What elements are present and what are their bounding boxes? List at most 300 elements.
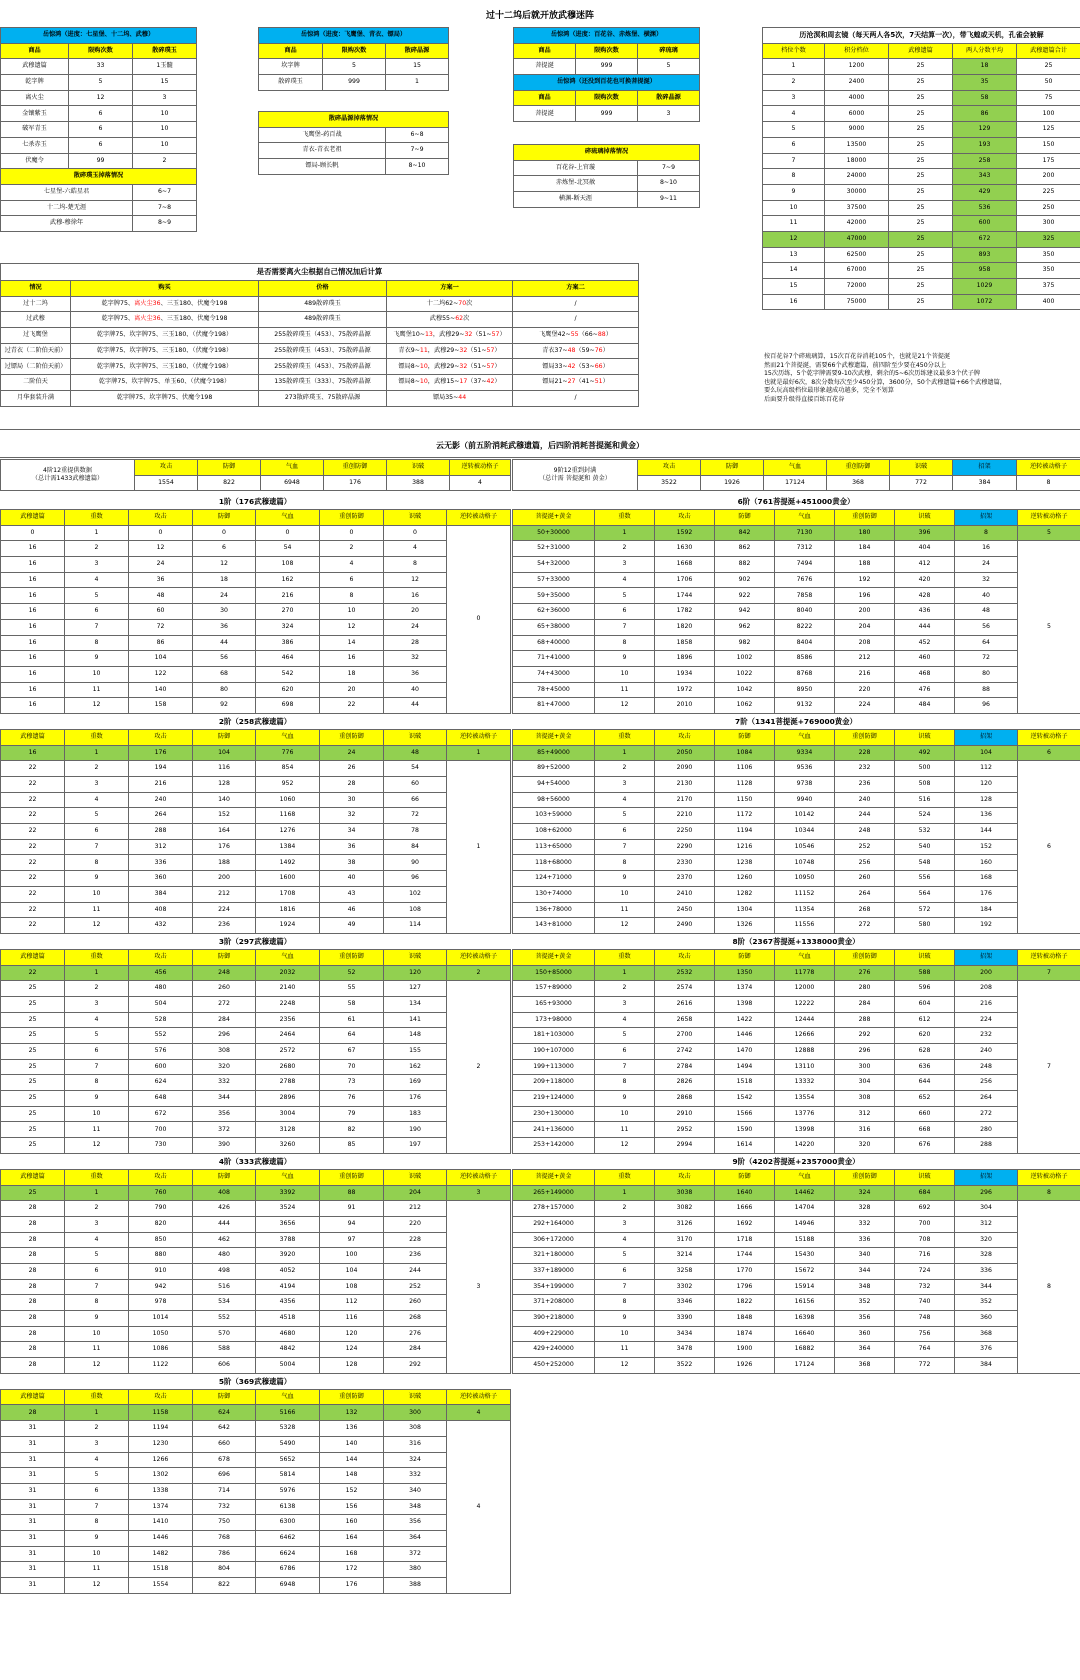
column-header: 重创防御	[320, 729, 384, 745]
slot-cell: 7	[1018, 965, 1080, 981]
table-cell: 3082	[655, 1201, 715, 1217]
table-cell: 364	[384, 1530, 447, 1546]
table-cell	[513, 375, 639, 391]
table-cell: 14220	[775, 1138, 835, 1154]
tier-row	[1, 1122, 511, 1138]
table-cell: 伏魔令	[1, 153, 69, 169]
table-cell: 6	[65, 1483, 129, 1499]
table-cell: 3128	[256, 1122, 320, 1138]
table-cell: 7	[65, 1059, 129, 1075]
drop-amount: 8~9	[133, 216, 197, 232]
table-cell: 102	[384, 886, 447, 902]
column-header: 两人分数平均	[953, 43, 1017, 59]
table-cell: 1446	[715, 1028, 775, 1044]
table-cell	[1, 312, 71, 328]
table-cell: 8	[595, 855, 655, 871]
table-cell: 264	[955, 1091, 1018, 1107]
table-cell: 268	[384, 1311, 447, 1327]
tier-block	[0, 1374, 510, 1594]
table-cell: 572	[895, 902, 955, 918]
tier-row	[1, 604, 511, 620]
drop-row	[1, 184, 197, 200]
table-cell: 696	[193, 1468, 256, 1484]
table-cell: 34	[320, 824, 384, 840]
column-header: 限购次数	[576, 43, 638, 59]
table-cell: 6786	[256, 1562, 320, 1578]
table-cell: 408	[129, 902, 193, 918]
table-cell: 460	[895, 651, 955, 667]
column-header: 逆转被动格子	[447, 1169, 511, 1185]
table-cell: 854	[256, 761, 320, 777]
table-cell: 236	[835, 777, 895, 793]
table-cell: 12	[65, 1358, 129, 1374]
column-header: 招架	[955, 510, 1018, 526]
table-cell: 25	[1, 1044, 65, 1060]
drop-title: 碎琉璃掉落情况	[514, 145, 700, 161]
rank-row	[763, 294, 1080, 310]
table-cell: 3	[65, 996, 129, 1012]
table-cell: 5166	[256, 1405, 320, 1421]
rank-row	[763, 279, 1080, 295]
table-cell: 31	[1, 1436, 65, 1452]
column-header: 识破	[895, 510, 955, 526]
table-cell	[1, 328, 71, 344]
rank-notes	[764, 353, 1006, 404]
table-cell: 1924	[256, 918, 320, 934]
tier-header-row	[1, 510, 511, 526]
table-cell: 3788	[256, 1232, 320, 1248]
table-cell: 165+93000	[513, 996, 595, 1012]
table-cell: 1230	[129, 1436, 193, 1452]
table-cell: 31	[1, 1468, 65, 1484]
table-cell: 1326	[715, 918, 775, 934]
table-cell: 11	[65, 1342, 129, 1358]
column-header: 武穆遗篇	[1, 1169, 65, 1185]
table-cell: 536	[953, 200, 1017, 216]
table-cell: 1848	[715, 1311, 775, 1327]
table-cell: 25	[889, 279, 953, 295]
table-cell: 12	[65, 698, 129, 714]
column-header: 防御	[715, 949, 775, 965]
table-cell: 44	[384, 698, 447, 714]
table-cell: 756	[895, 1326, 955, 1342]
table-cell: 134	[384, 996, 447, 1012]
table-cell: 8~10	[638, 176, 700, 192]
table-cell: 660	[895, 1106, 955, 1122]
table-cell: 388	[384, 1578, 447, 1594]
table-cell: 1338	[129, 1483, 193, 1499]
table-cell: 2330	[655, 855, 715, 871]
table-cell: 2680	[256, 1059, 320, 1075]
cell-text: 76	[594, 346, 603, 354]
table-cell: 1518	[129, 1562, 193, 1578]
table-cell: 36	[129, 572, 193, 588]
table-cell: 3	[595, 1216, 655, 1232]
table-cell: 122	[129, 666, 193, 682]
table-cell: 1	[595, 745, 655, 761]
table-cell: 368	[955, 1326, 1018, 1342]
table-cell: 588	[895, 965, 955, 981]
cell-text: ）	[602, 346, 609, 354]
column-header: 方案一	[387, 281, 513, 297]
table-cell: 256	[835, 855, 895, 871]
table-cell: 280	[955, 1122, 1018, 1138]
table-cell: 10	[65, 1106, 129, 1122]
table-cell: 176	[955, 886, 1018, 902]
table-cell: 958	[953, 263, 1017, 279]
shop-header: 岳惊鸿（进度：百花谷、赤炼堡、横渊）	[514, 28, 700, 44]
tier-table	[0, 729, 511, 934]
tier-table	[0, 509, 511, 714]
column-header: 气血	[256, 1389, 320, 1405]
table-cell: 9	[595, 1311, 655, 1327]
tier-header-row	[1, 949, 511, 965]
column-header: 气血	[256, 1169, 320, 1185]
shop-header-2: 岳惊鸿（还没到百花也可换菩提涎）	[514, 75, 700, 91]
slot-cell: 2	[447, 965, 511, 981]
tier-row	[1, 1452, 511, 1468]
table-cell: 116	[320, 1311, 384, 1327]
stat-value: 1926	[701, 475, 764, 491]
tier-block	[512, 494, 1080, 714]
table-cell: 1822	[715, 1295, 775, 1311]
table-cell: 1122	[129, 1358, 193, 1374]
cell-text: /	[574, 315, 577, 323]
table-cell: 10	[595, 666, 655, 682]
column-header: 逆转被动格子	[1018, 949, 1080, 965]
column-header: 重数	[65, 510, 129, 526]
table-cell: 96	[384, 871, 447, 887]
cell-text: （37~	[467, 378, 487, 386]
table-cell: 4	[595, 792, 655, 808]
table-cell: 6	[69, 122, 133, 138]
table-cell: 3	[133, 90, 197, 106]
table-cell: 1398	[715, 996, 775, 1012]
table-cell: 5	[65, 808, 129, 824]
table-cell: 321+180000	[513, 1248, 595, 1264]
table-cell	[259, 343, 387, 359]
table-cell: 324	[256, 619, 320, 635]
table-cell: 7	[595, 839, 655, 855]
cell-text: 过镖局（二阶伯天前）	[4, 362, 67, 370]
table-cell: 86	[953, 106, 1017, 122]
table-cell: 248	[193, 965, 256, 981]
table-cell: 35	[953, 75, 1017, 91]
cell-text: （51~	[467, 362, 487, 370]
table-cell: 1770	[715, 1263, 775, 1279]
tier-row	[513, 902, 1080, 918]
table-cell: 332	[193, 1075, 256, 1091]
table-cell: 804	[193, 1562, 256, 1578]
cell-text: 27	[567, 378, 576, 386]
cell-text: 过武穆	[26, 315, 45, 323]
table-cell: 360	[955, 1311, 1018, 1327]
table-cell: 652	[895, 1091, 955, 1107]
table-cell: 1022	[715, 666, 775, 682]
table-cell: 0	[256, 525, 320, 541]
table-cell: 11	[65, 902, 129, 918]
table-cell: 190	[384, 1122, 447, 1138]
cell-text: 、三玉180、伏魔令198	[160, 315, 228, 323]
table-cell: 216	[955, 996, 1018, 1012]
table-cell: 5328	[256, 1421, 320, 1437]
table-cell: 188	[193, 855, 256, 871]
column-header: 商品	[514, 43, 576, 59]
table-cell	[1, 359, 71, 375]
column-header: 重数	[595, 510, 655, 526]
table-cell: 25	[1, 1106, 65, 1122]
table-cell: 103+59000	[513, 808, 595, 824]
jingyuan-drop-table	[258, 111, 448, 175]
table-cell: 84	[384, 839, 447, 855]
drop-row	[259, 143, 449, 159]
table-cell: 11	[595, 1342, 655, 1358]
cell-text: 10	[419, 362, 428, 370]
table-cell: 24	[955, 557, 1018, 573]
rank-row	[763, 106, 1080, 122]
table-cell: 7	[65, 1499, 129, 1515]
column-header: 菩提涎+黄金	[513, 510, 595, 526]
table-cell: 16	[1, 698, 65, 714]
table-cell: 260	[384, 1295, 447, 1311]
table-cell: 516	[895, 792, 955, 808]
table-cell: 552	[129, 1028, 193, 1044]
table-cell: 25	[1, 981, 65, 997]
table-cell: 732	[895, 1279, 955, 1295]
cell-text: 镖局35~	[432, 393, 459, 401]
note-line: 然而21个菩提涎，需要66个武穆遗篇，前四阶至少要在450分以上	[764, 361, 947, 369]
column-header: 气血	[775, 1169, 835, 1185]
table-cell: 552	[193, 1311, 256, 1327]
cell-text: 离火尘36	[134, 299, 161, 307]
table-cell: 668	[895, 1122, 955, 1138]
table-cell: 57+33000	[513, 572, 595, 588]
table-cell: 1	[386, 75, 449, 91]
tier-table	[512, 509, 1080, 714]
table-cell: 20	[320, 682, 384, 698]
table-cell: 5	[763, 122, 825, 138]
table-cell: 600	[129, 1059, 193, 1075]
table-cell: 760	[129, 1185, 193, 1201]
table-cell: 1744	[655, 588, 715, 604]
tier-row	[1, 525, 511, 541]
table-cell: 320	[835, 1138, 895, 1154]
table-cell: 48	[129, 588, 193, 604]
table-cell: 3392	[256, 1185, 320, 1201]
table-cell: 100	[320, 1248, 384, 1264]
table-cell: 3260	[256, 1138, 320, 1154]
rank-row	[763, 90, 1080, 106]
cell-text: ，武穆29~	[427, 362, 460, 370]
table-cell: 4	[320, 557, 384, 573]
tier-row	[1, 1326, 511, 1342]
table-cell: 140	[320, 1436, 384, 1452]
table-cell: 12666	[775, 1028, 835, 1044]
table-cell: 94	[320, 1216, 384, 1232]
table-cell	[387, 359, 513, 375]
table-cell: 612	[895, 1012, 955, 1028]
table-cell: 108	[384, 902, 447, 918]
table-cell: 89+52000	[513, 761, 595, 777]
table-cell: 18	[193, 572, 256, 588]
table-cell: 1666	[715, 1201, 775, 1217]
table-cell: 8950	[775, 682, 835, 698]
table-cell: 31	[1, 1546, 65, 1562]
table-cell: 68+40000	[513, 635, 595, 651]
slot-cell: 8	[1018, 1185, 1080, 1201]
tier-row	[513, 1106, 1080, 1122]
table-cell: 1168	[256, 808, 320, 824]
table-cell: 5	[65, 1248, 129, 1264]
rank-row	[763, 153, 1080, 169]
tier-row	[1, 1311, 511, 1327]
table-cell: 32	[384, 651, 447, 667]
table-cell: 2010	[655, 698, 715, 714]
table-cell: 56	[193, 651, 256, 667]
column-header: 重创防御	[835, 1169, 895, 1185]
table-cell: 1492	[256, 855, 320, 871]
table-cell: 8	[595, 1075, 655, 1091]
stat-value: 3522	[638, 475, 701, 491]
column-header: 气血	[256, 510, 320, 526]
table-cell: 9536	[775, 761, 835, 777]
table-cell: 25	[889, 216, 953, 232]
table-cell: 316	[384, 1436, 447, 1452]
cell-text: 乾字牌75、坎字牌75、三玉180、（伏魔令198）	[96, 346, 233, 354]
table-cell	[513, 328, 639, 344]
tier-row	[513, 1185, 1080, 1201]
table-cell: 732	[193, 1499, 256, 1515]
table-cell: 3302	[655, 1279, 715, 1295]
table-cell: 444	[193, 1216, 256, 1232]
drop-source: 七星堡-六皓星君	[1, 184, 133, 200]
drop-row	[1, 216, 197, 232]
calc-row	[1, 359, 639, 375]
table-cell: 10	[320, 604, 384, 620]
cell-text: ，武穆29~	[432, 331, 465, 339]
table-cell: 8586	[775, 651, 835, 667]
table-cell: 220	[835, 682, 895, 698]
table-cell: 409+229000	[513, 1326, 595, 1342]
table-cell: 1630	[655, 541, 715, 557]
table-cell: 9	[65, 1091, 129, 1107]
table-cell: 16	[955, 541, 1018, 557]
cell-text: 255散碎璞玉（453）、75散碎晶源	[274, 362, 371, 370]
table-cell: 25	[889, 59, 953, 75]
cell-text: ）	[494, 346, 501, 354]
table-cell: 376	[955, 1342, 1018, 1358]
table-cell: 9132	[775, 698, 835, 714]
table-cell: 25	[1, 1185, 65, 1201]
table-cell: 1266	[129, 1452, 193, 1468]
table-cell: 13998	[775, 1122, 835, 1138]
column-header: 重创防御	[320, 949, 384, 965]
table-cell: 28	[1, 1311, 65, 1327]
table-cell: 3214	[655, 1248, 715, 1264]
slot-cell: 0	[447, 525, 511, 713]
table-cell: 516	[193, 1279, 256, 1295]
table-cell: 3478	[655, 1342, 715, 1358]
table-cell: 62+36000	[513, 604, 595, 620]
table-cell: 1	[65, 1405, 129, 1421]
table-cell: 31	[1, 1499, 65, 1515]
column-header: 重数	[595, 1169, 655, 1185]
table-cell: 11	[65, 1122, 129, 1138]
table-cell: 16	[1, 557, 65, 573]
table-cell: 9	[65, 651, 129, 667]
tier-row	[513, 792, 1080, 808]
table-row	[1, 90, 197, 106]
table-cell: 336	[955, 1263, 1018, 1279]
table-cell: 236	[193, 918, 256, 934]
table-cell: 7	[763, 153, 825, 169]
table-cell: 360	[835, 1326, 895, 1342]
column-header: 重数	[65, 1169, 129, 1185]
cell-text: 48	[567, 346, 576, 354]
cell-text: /	[574, 393, 577, 401]
cell-text: 月华套装升满	[16, 393, 55, 401]
table-cell: 500	[895, 761, 955, 777]
column-header: 攻击	[655, 1169, 715, 1185]
table-cell: 44	[193, 635, 256, 651]
table-cell: 22	[320, 698, 384, 714]
table-cell: 15	[386, 59, 449, 75]
tier-row	[1, 1499, 511, 1515]
table-cell	[259, 375, 387, 391]
table-cell: 58	[953, 90, 1017, 106]
table-cell: 25	[889, 294, 953, 310]
stat-col: 识破	[890, 460, 953, 476]
stat-col: 防御	[701, 460, 764, 476]
table-cell: 504	[129, 996, 193, 1012]
table-cell: 12	[320, 619, 384, 635]
table-cell: 25	[1, 1028, 65, 1044]
table-cell: 220	[384, 1216, 447, 1232]
table-cell: 136	[320, 1421, 384, 1437]
table-cell: 340	[835, 1248, 895, 1264]
tier-row	[513, 1012, 1080, 1028]
note-line: 要么玩高级档位最形象越成功越多，完全不划算	[764, 387, 894, 395]
table-cell: 56	[955, 619, 1018, 635]
column-header: 攻击	[129, 1169, 193, 1185]
tier-table	[0, 949, 511, 1154]
table-cell: 130+74000	[513, 886, 595, 902]
tier-row	[1, 902, 511, 918]
tier-header-row	[1, 1169, 511, 1185]
table-cell: 200	[1017, 169, 1080, 185]
table-cell: 13776	[775, 1106, 835, 1122]
column-header: 逆转被动格子	[1018, 1169, 1080, 1185]
table-cell: 624	[129, 1075, 193, 1091]
table-cell: 143+81000	[513, 918, 595, 934]
tier-row	[513, 1059, 1080, 1075]
table-cell: 173+98000	[513, 1012, 595, 1028]
table-cell: 184	[955, 902, 1018, 918]
table-cell: 1072	[953, 294, 1017, 310]
table-cell: 赤炼堡-北冥赦	[514, 176, 638, 192]
column-header: 防御	[193, 1389, 256, 1405]
tier-row	[1, 1091, 511, 1107]
table-cell: 6	[595, 1044, 655, 1060]
table-cell: 284	[193, 1012, 256, 1028]
table-cell: 108	[256, 557, 320, 573]
table-cell: 0	[129, 525, 193, 541]
table-cell: 16882	[775, 1342, 835, 1358]
table-cell: 429+240000	[513, 1342, 595, 1358]
table-cell: 15430	[775, 1248, 835, 1264]
table-cell	[1, 296, 71, 312]
table-cell: 740	[895, 1295, 955, 1311]
